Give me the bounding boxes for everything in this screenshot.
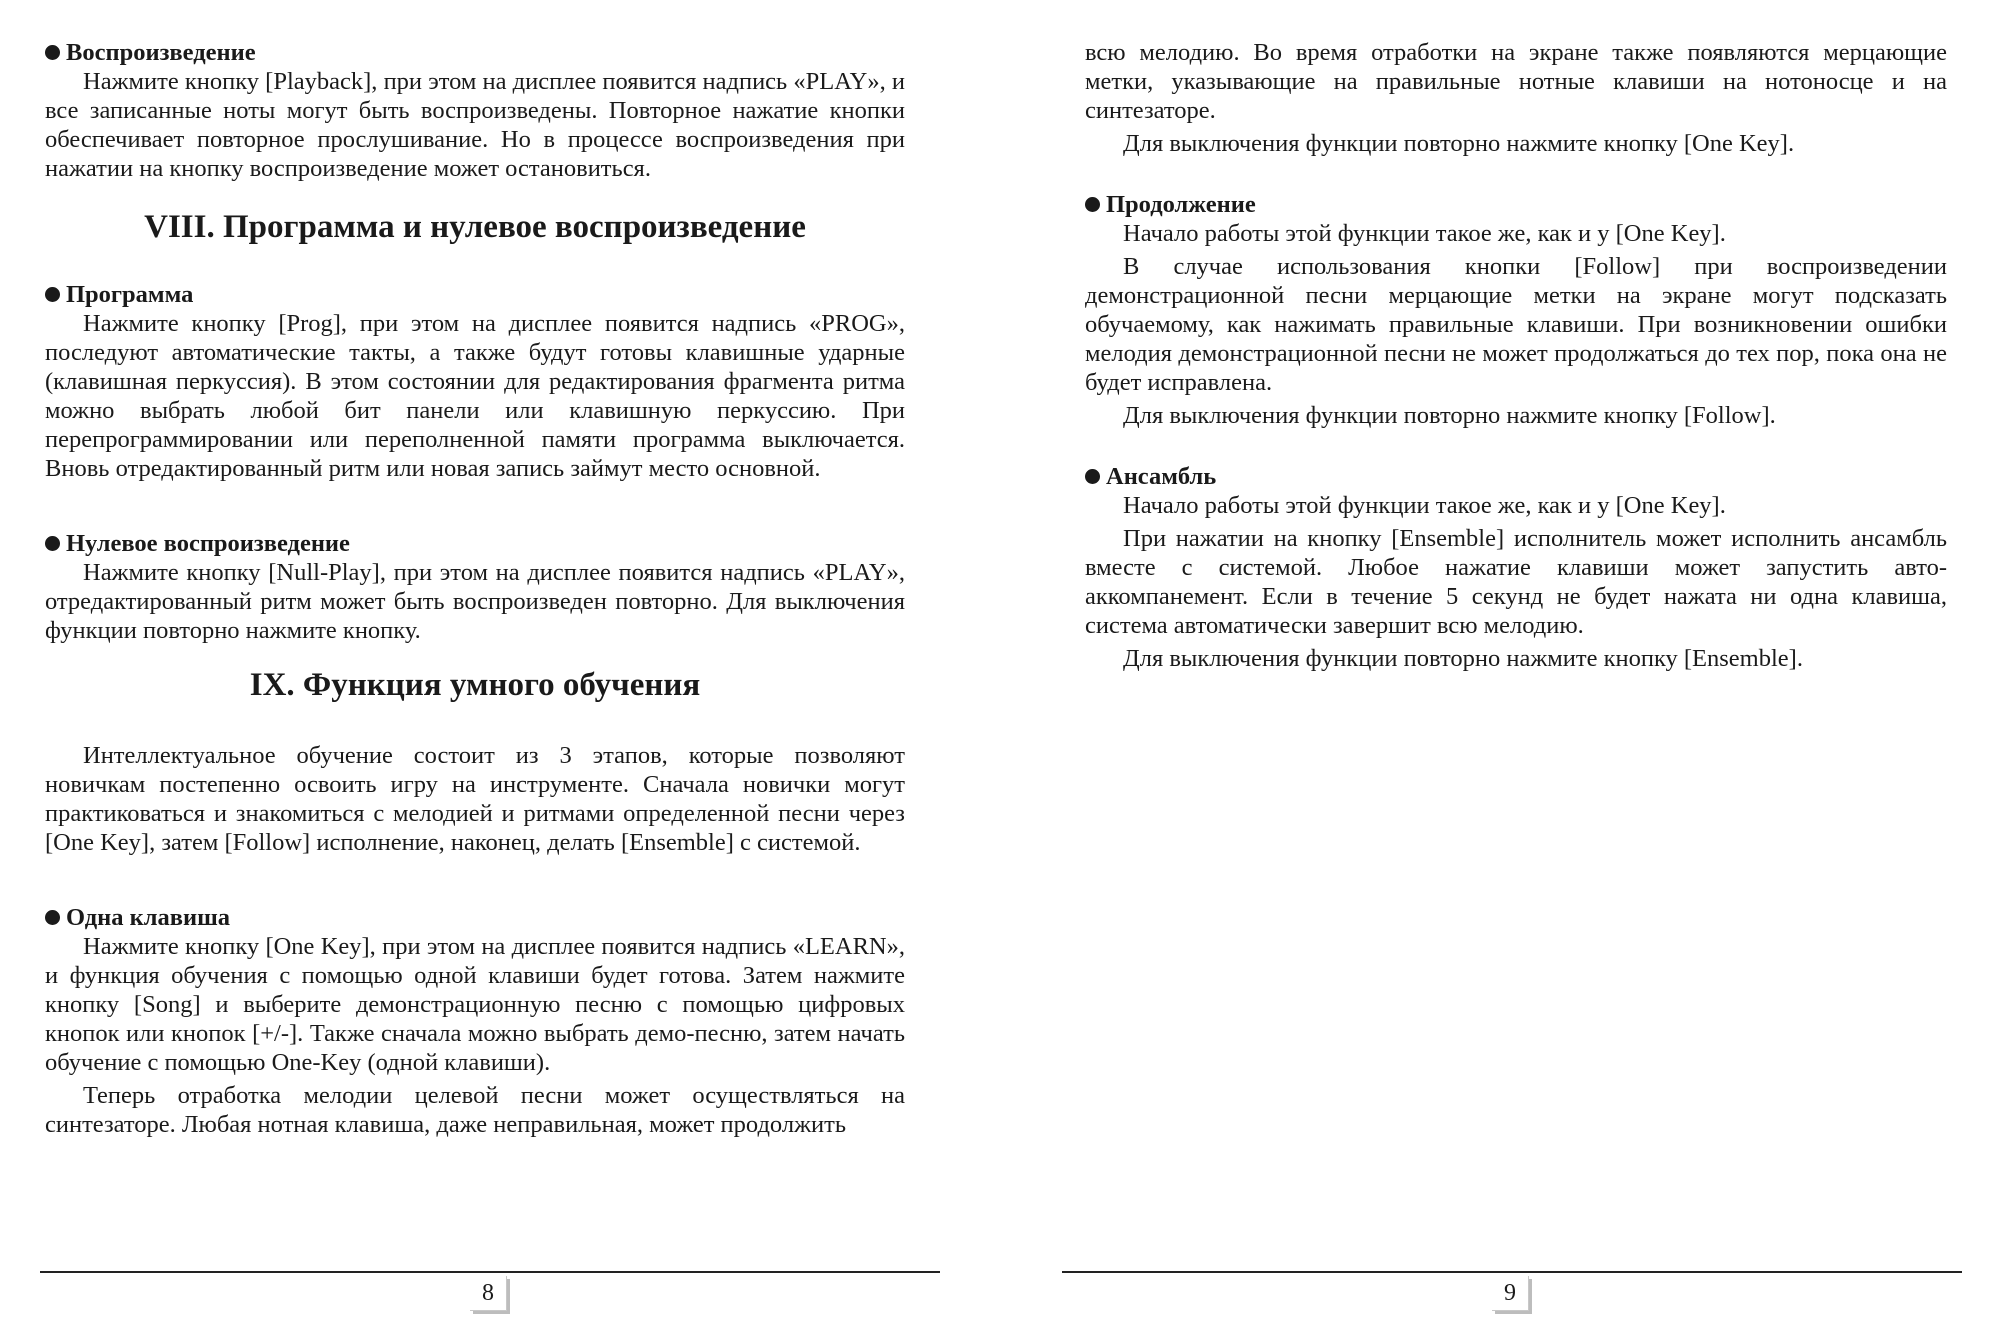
paragraph: Начало работы этой функции такое же, как и у [One Key]. [1123, 220, 1726, 247]
paragraph: При нажатии на кнопку [Ensemble] исполнитель может исполнить ансамбль вместе с системой. Любое нажатие клавиши может запустить авто-аккомпанемент. Если в течение 5 секунд не будет нажата ни одна клавиша, система автоматически завершит всю мелодию. [1085, 525, 1947, 639]
section-follow [1085, 190, 1947, 430]
section-heading-text: Программа [66, 281, 194, 308]
section-null-play [45, 529, 905, 645]
paragraph: Нажмите кнопку [Prog], при этом на дисплее появится надпись «PROG», последуют автоматические такты, а также будут готовы клавишные ударные (клавишная перкуссия). В этом состоянии для редактирования фрагмента ритма можно выбрать любой бит панели или клавишную перкуссию. При перепрограммировании или переполненной памяти программа выключается. Вновь отредактированный ритм или новая запись займут место основной. [45, 310, 905, 482]
chapter-heading-viii: VIII. Программа и нулевое воспроизведение [144, 209, 806, 245]
paragraph: Начало работы этой функции такое же, как и у [One Key]. [1123, 492, 1726, 519]
bullet-icon [1085, 197, 1100, 212]
chapter-heading-ix: IX. Функция умного обучения [249, 667, 701, 703]
section-ensemble [1085, 462, 1947, 673]
section-heading [45, 38, 905, 67]
paragraph: Для выключения функции повторно нажмите кнопку [Ensemble]. [1123, 645, 1803, 672]
section-playback [45, 38, 905, 183]
paragraph: В случае использования кнопки [Follow] при воспроизведении демонстрационной песни мерцающие метки на экране могут подсказать обучаемому, как нажимать правильные клавиши. При возникновении ошибки мелодия демонстрационной песни не может продолжаться до тех пор, пока она не будет исправлена. [1085, 253, 1947, 396]
section-heading [45, 903, 905, 932]
section-one-key [45, 903, 905, 1139]
section-heading-text: Воспроизведение [66, 39, 256, 66]
bullet-icon [45, 536, 60, 551]
section-heading [45, 529, 905, 558]
paragraph: Нажмите кнопку [Playback], при этом на дисплее появится надпись «PLAY», и все записанные ноты могут быть воспроизведены. Повторное нажатие кнопки обеспечивает повторное прослушивание. Но в процессе воспроизведения при нажатии на кнопку воспроизведение может остановиться. [45, 68, 905, 182]
paragraph: Нажмите кнопку [One Key], при этом на дисплее появится надпись «LEARN», и функция обучения с помощью одной клавиши будет готова. Затем нажмите кнопку [Song] и выберите демонстрационную песню с помощью цифровых кнопок или кнопок [+/-]. Также сначала можно выбрать демо-песню, затем начать обучение с помощью One-Key (одной клавиши). [45, 933, 905, 1076]
right-page [1000, 0, 2000, 1329]
section-heading-text: Ансамбль [1106, 463, 1217, 490]
paragraph: Нажмите кнопку [Null-Play], при этом на дисплее появится надпись «PLAY», отредактированный ритм может быть воспроизведен повторно. Для выключения функции повторно нажмите кнопку. [45, 559, 905, 644]
bullet-icon [1085, 469, 1100, 484]
section-program [45, 280, 905, 483]
footer-rule [1062, 1271, 1962, 1273]
section-heading [1085, 462, 1947, 491]
footer-rule [40, 1271, 940, 1273]
paragraph: Теперь отработка мелодии целевой песни может осуществляться на синтезаторе. Любая нотная клавиша, даже неправильная, может продолжить [45, 1082, 905, 1138]
section-heading [1085, 190, 1947, 219]
section-heading-text: Нулевое воспроизведение [66, 530, 350, 557]
intro-paragraph: Интеллектуальное обучение состоит из 3 этапов, которые позволяют новичкам постепенно освоить игру на инструменте. Сначала новички могут практиковаться и знакомиться с мелодией и ритмами определенной песни через [One Key], затем [Follow] исполнение, наконец, делать [Ensemble] с системой. [45, 742, 905, 856]
paragraph: Для выключения функции повторно нажмите кнопку [One Key]. [1123, 130, 1795, 157]
right-column [1085, 38, 1947, 673]
continuation-paragraph: всю мелодию. Во время отработки на экране также появляются мерцающие метки, указывающие на правильные нотные клавиши на нотоносце и на синтезаторе. [1085, 39, 1947, 124]
page-number: 9 [1492, 1276, 1529, 1311]
page-number: 8 [470, 1276, 507, 1311]
section-heading [45, 280, 905, 309]
bullet-icon [45, 910, 60, 925]
paragraph: Для выключения функции повторно нажмите кнопку [Follow]. [1123, 402, 1776, 429]
left-column [45, 38, 905, 1139]
section-heading-text: Продолжение [1106, 191, 1256, 218]
bullet-icon [45, 287, 60, 302]
bullet-icon [45, 45, 60, 60]
section-heading-text: Одна клавиша [66, 904, 231, 931]
